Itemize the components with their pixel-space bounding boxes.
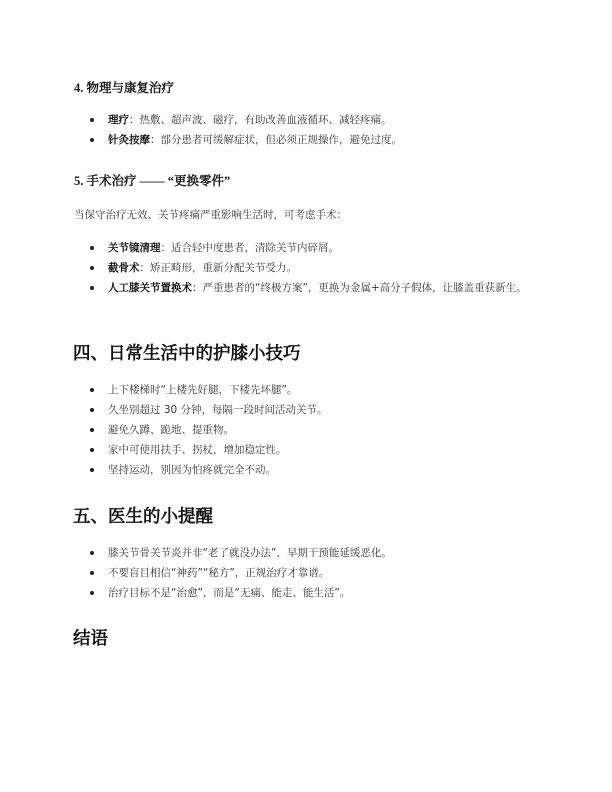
bullet-icon — [90, 246, 94, 250]
reminder-list — [74, 543, 544, 603]
heading-conclusion: 结语 — [73, 629, 108, 649]
bullet-icon — [90, 551, 94, 555]
bullet-icon — [90, 266, 94, 270]
heading-tips: 四、日常生活中的护膝小技巧 — [73, 344, 301, 364]
item-term: 人工膝关节置换术 — [108, 282, 192, 294]
surgery-intro: 当保守治疗无效、关节疼痛严重影响生活时，可考虑手术： — [74, 209, 347, 221]
list-item — [74, 110, 544, 130]
item-term: 针灸按摩 — [108, 134, 150, 146]
item-text: ：适合轻中度患者，清除关节内碎屑。 — [160, 242, 339, 254]
item-text: 家中可使用扶手、拐杖，增加稳定性。 — [108, 444, 287, 456]
tips-list — [74, 380, 544, 480]
list-item — [74, 440, 544, 460]
item-text: 上下楼梯时“上楼先好腿，下楼先坏腿”。 — [108, 384, 298, 396]
item-term: 截骨术 — [108, 262, 140, 274]
bullet-icon — [90, 591, 94, 595]
item-text: ：热敷、超声波、磁疗，有助改善血液循环、减轻疼痛。 — [129, 114, 392, 126]
item-text: 避免久蹲、跪地、提重物。 — [108, 424, 234, 436]
list-item — [74, 130, 544, 150]
list-item — [74, 543, 544, 563]
bullet-icon — [90, 571, 94, 575]
list-item — [74, 238, 544, 258]
list-item — [74, 583, 544, 603]
physio-list — [74, 110, 544, 150]
bullet-icon — [90, 428, 94, 432]
heading-surgery: 5. 手术治疗 —— “更换零件” — [74, 174, 231, 188]
item-text: ：部分患者可缓解症状，但必须正规操作，避免过度。 — [150, 134, 402, 146]
list-item — [74, 400, 544, 420]
item-text: 治疗目标不是“治愈”，而是“无痛、能走、能生活”。 — [108, 587, 351, 599]
item-text: 膝关节骨关节炎并非“老了就没办法”，早期干预能延缓恶化。 — [108, 547, 392, 559]
bullet-icon — [90, 138, 94, 142]
list-item — [74, 420, 544, 440]
item-text: 坚持运动，别因为怕疼就完全不动。 — [108, 464, 276, 476]
item-text: 不要盲目相信“神药”“秘方”，正规治疗才靠谱。 — [108, 567, 330, 579]
list-item — [74, 258, 544, 278]
bullet-icon — [90, 448, 94, 452]
item-term: 关节镜清理 — [108, 242, 161, 254]
list-item — [74, 278, 544, 298]
item-text: 久坐别超过 30 分钟，每隔一段时间活动关节。 — [108, 404, 328, 416]
item-text: ：矫正畸形，重新分配关节受力。 — [139, 262, 297, 274]
item-text: ：严重患者的“终极方案”，更换为金属+高分子假体，让膝盖重获新生。 — [192, 282, 527, 294]
bullet-icon — [90, 408, 94, 412]
bullet-icon — [90, 286, 94, 290]
list-item — [74, 460, 544, 480]
bullet-icon — [90, 118, 94, 122]
list-item — [74, 380, 544, 400]
surgery-list — [74, 238, 544, 298]
heading-reminder: 五、医生的小提醒 — [73, 507, 213, 527]
bullet-icon — [90, 468, 94, 472]
item-term: 理疗 — [108, 114, 129, 126]
heading-physio: 4. 物理与康复治疗 — [74, 81, 175, 95]
bullet-icon — [90, 388, 94, 392]
list-item — [74, 563, 544, 583]
